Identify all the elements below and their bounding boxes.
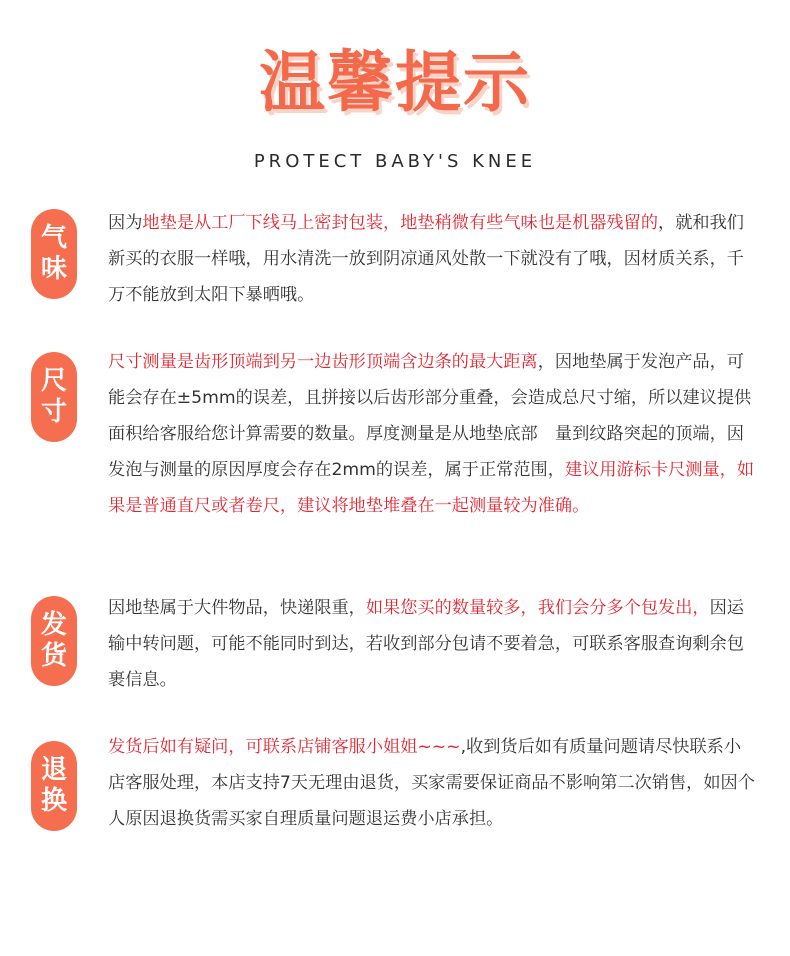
- badge-char: 退: [40, 755, 67, 785]
- highlight-segment: 地垫是从工厂下线马上密封包装，地垫稍微有些气味也是机器残留的: [142, 213, 659, 233]
- highlight-segment: 尺寸测量是齿形顶端到另一边齿形顶端含边条的最大距离: [108, 352, 538, 372]
- returns-text: [108, 729, 756, 837]
- size-text: [108, 344, 756, 524]
- page-title: 温馨提示: [259, 44, 531, 121]
- text-segment: 因运输中转问题，可能不能同时到达，若收到部分包请不要着急，可联系客服查询剩余包裹信息。: [108, 598, 744, 690]
- badge-char: 换: [40, 786, 67, 816]
- smell-badge: [31, 209, 77, 299]
- highlight-segment: 建议用游标卡尺测量，如果是普通直尺或者卷尺，建议将地垫堆叠在一起测量较为准确。: [108, 460, 755, 516]
- badge-char: 气: [40, 223, 67, 253]
- text-segment: 因地垫属于大件物品，快递限重，: [108, 598, 366, 618]
- text-segment: ，就和我们新买的衣服一样哦，用水清洗一放到阴凉通风处散一下就没有了哦，因材质关系，千万不能放到太阳下暴晒哦。: [108, 213, 744, 305]
- badge-char: 寸: [40, 397, 67, 427]
- badge-char: 味: [40, 254, 67, 284]
- size-badge: [31, 352, 77, 442]
- smell-text: [108, 205, 756, 313]
- text-segment: ，因地垫属于发泡产品，可能会存在±5mm的误差，且拼接以后齿形部分重叠，会造成总尺寸缩，所以建议提供面积给客服给您计算需要的数量。厚度测量是从地垫底部 量到纹路突起的顶端，因发泡与测量的原因厚度会存在2mm的误差，属于正常范围，: [108, 352, 752, 480]
- badge-char: 货: [40, 641, 67, 671]
- shipping-badge: [31, 596, 77, 686]
- shipping-text: [108, 590, 756, 698]
- text-segment: ,收到货后如有质量问题请尽快联系小店客服处理，本店支持7天无理由退货，买家需要保证商品不影响第二次销售，如因个人原因退换货需买家自理质量问题退运费小店承担。: [108, 737, 755, 829]
- text-segment: 因为: [108, 213, 143, 233]
- badge-char: 尺: [40, 366, 67, 396]
- page-subtitle: PROTECT BABY'S KNEE: [253, 151, 537, 172]
- returns-badge: [31, 741, 77, 831]
- highlight-segment: 如果您买的数量较多，我们会分多个包发出，: [365, 598, 710, 618]
- highlight-segment: 发货后如有疑问，可联系店铺客服小姐姐~~~: [108, 737, 461, 757]
- badge-char: 发: [40, 610, 67, 640]
